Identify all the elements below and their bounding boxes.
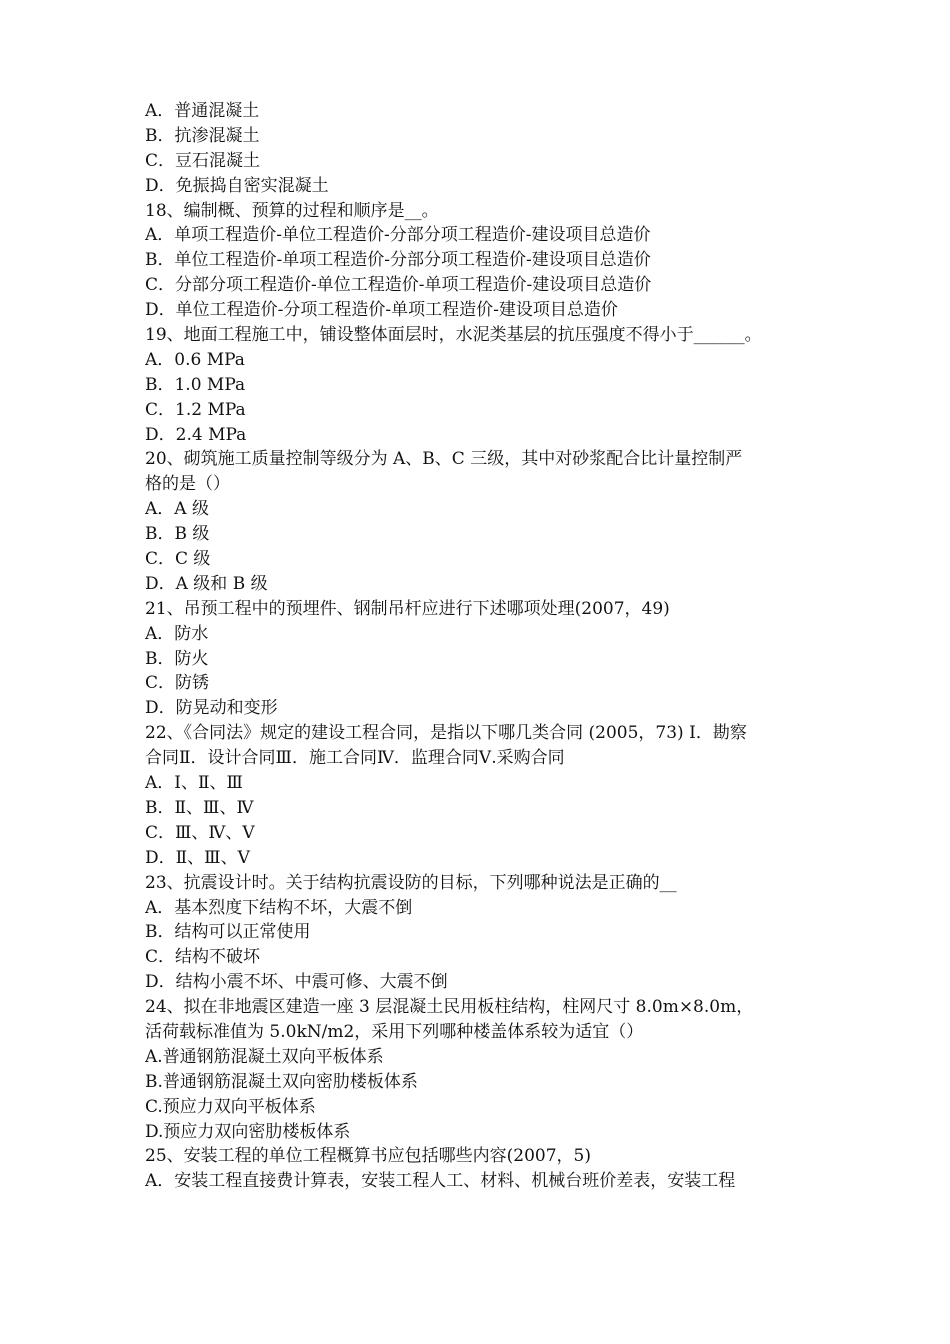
text-line: D．防晃动和变形 [145,698,278,719]
text-line: D．单位工程造价-分项工程造价-单项工程造价-建设项目总造价 [145,300,618,321]
question-line: 19、地面工程施工中，铺设整体面层时，水泥类基层的抗压强度不得小于______。 [145,325,762,346]
text-line: C．防锈 [145,673,210,694]
question-line: 23、抗震设计时。关于结构抗震设防的目标，下列哪种说法是正确的__ [145,872,677,893]
text-line: A．防水 [145,623,209,644]
question-line: 18、编制概、预算的过程和顺序是__。 [145,200,439,221]
text-line: A.普通钢筋混凝土双向平板体系 [145,1046,384,1067]
document-page [145,99,810,1194]
text-line: 活荷载标准值为 5.0kN/m2，采用下列哪种楼盖体系较为适宜（） [145,1021,644,1042]
text-line: 合同Ⅱ．设计合同Ⅲ．施工合同Ⅳ．监理合同Ⅴ.采购合同 [145,748,565,769]
text-line: B．抗渗混凝土 [145,125,260,146]
text-line: D．A 级和 B 级 [145,573,268,594]
text-line: C．结构不破坏 [145,947,261,968]
text-line: C．豆石混凝土 [145,150,261,171]
text-line: A．基本烈度下结构不坏，大震不倒 [145,897,413,918]
question-line: 25、安装工程的单位工程概算书应包括哪些内容(2007，5) [145,1146,591,1167]
text-line: A．安装工程直接费计算表，安装工程人工、材料、机械台班价差表，安装工程 [145,1171,736,1192]
text-line: B．单位工程造价-单项工程造价-分部分项工程造价-建设项目总造价 [145,250,651,271]
question-line: 20、砌筑施工质量控制等级分为 A、B、C 三级，其中对砂浆配合比计量控制严 [145,449,743,470]
text-line: D．免振捣自密实混凝土 [145,175,329,196]
text-line: B．B 级 [145,524,210,545]
text-line: C．C 级 [145,549,211,570]
text-line: A．A 级 [145,499,209,520]
text-line: D．2.4 MPa [145,424,247,445]
text-line: A．0.6 MPa [145,349,245,370]
text-line: A．Ⅰ、Ⅱ、Ⅲ [145,773,243,794]
text-line: A．单项工程造价-单位工程造价-分部分项工程造价-建设项目总造价 [145,225,651,246]
question-line: 22、《合同法》规定的建设工程合同，是指以下哪几类合同 (2005，73) Ⅰ．勘察 [145,723,747,744]
text-line: B.普通钢筋混凝土双向密肋楼板体系 [145,1071,418,1092]
question-line: 21、吊预工程中的预埋件、钢制吊杆应进行下述哪项处理(2007，49) [145,598,670,619]
text-line: B．结构可以正常使用 [145,922,311,943]
text-line: 格的是（） [145,474,230,495]
text-line: C．分部分项工程造价-单位工程造价-单项工程造价-建设项目总造价 [145,275,652,296]
text-line: B．防火 [145,648,209,669]
text-line: D．结构小震不坏、中震可修、大震不倒 [145,972,448,993]
text-line: C．1.2 MPa [145,399,246,420]
text-line: C．Ⅲ、Ⅳ、Ⅴ [145,822,255,843]
text-line: D．Ⅱ、Ⅲ、Ⅴ [145,847,250,868]
question-line: 24、拟在非地震区建造一座 3 层混凝土民用板柱结构，柱网尺寸 8.0m×8.0m， [145,997,754,1018]
text-line: B．1.0 MPa [145,374,246,395]
text-line: A．普通混凝土 [145,101,260,121]
text-line: D.预应力双向密肋楼板体系 [145,1121,351,1142]
text-line: C.预应力双向平板体系 [145,1096,316,1117]
text-line: B．Ⅱ、Ⅲ、Ⅳ [145,797,254,818]
